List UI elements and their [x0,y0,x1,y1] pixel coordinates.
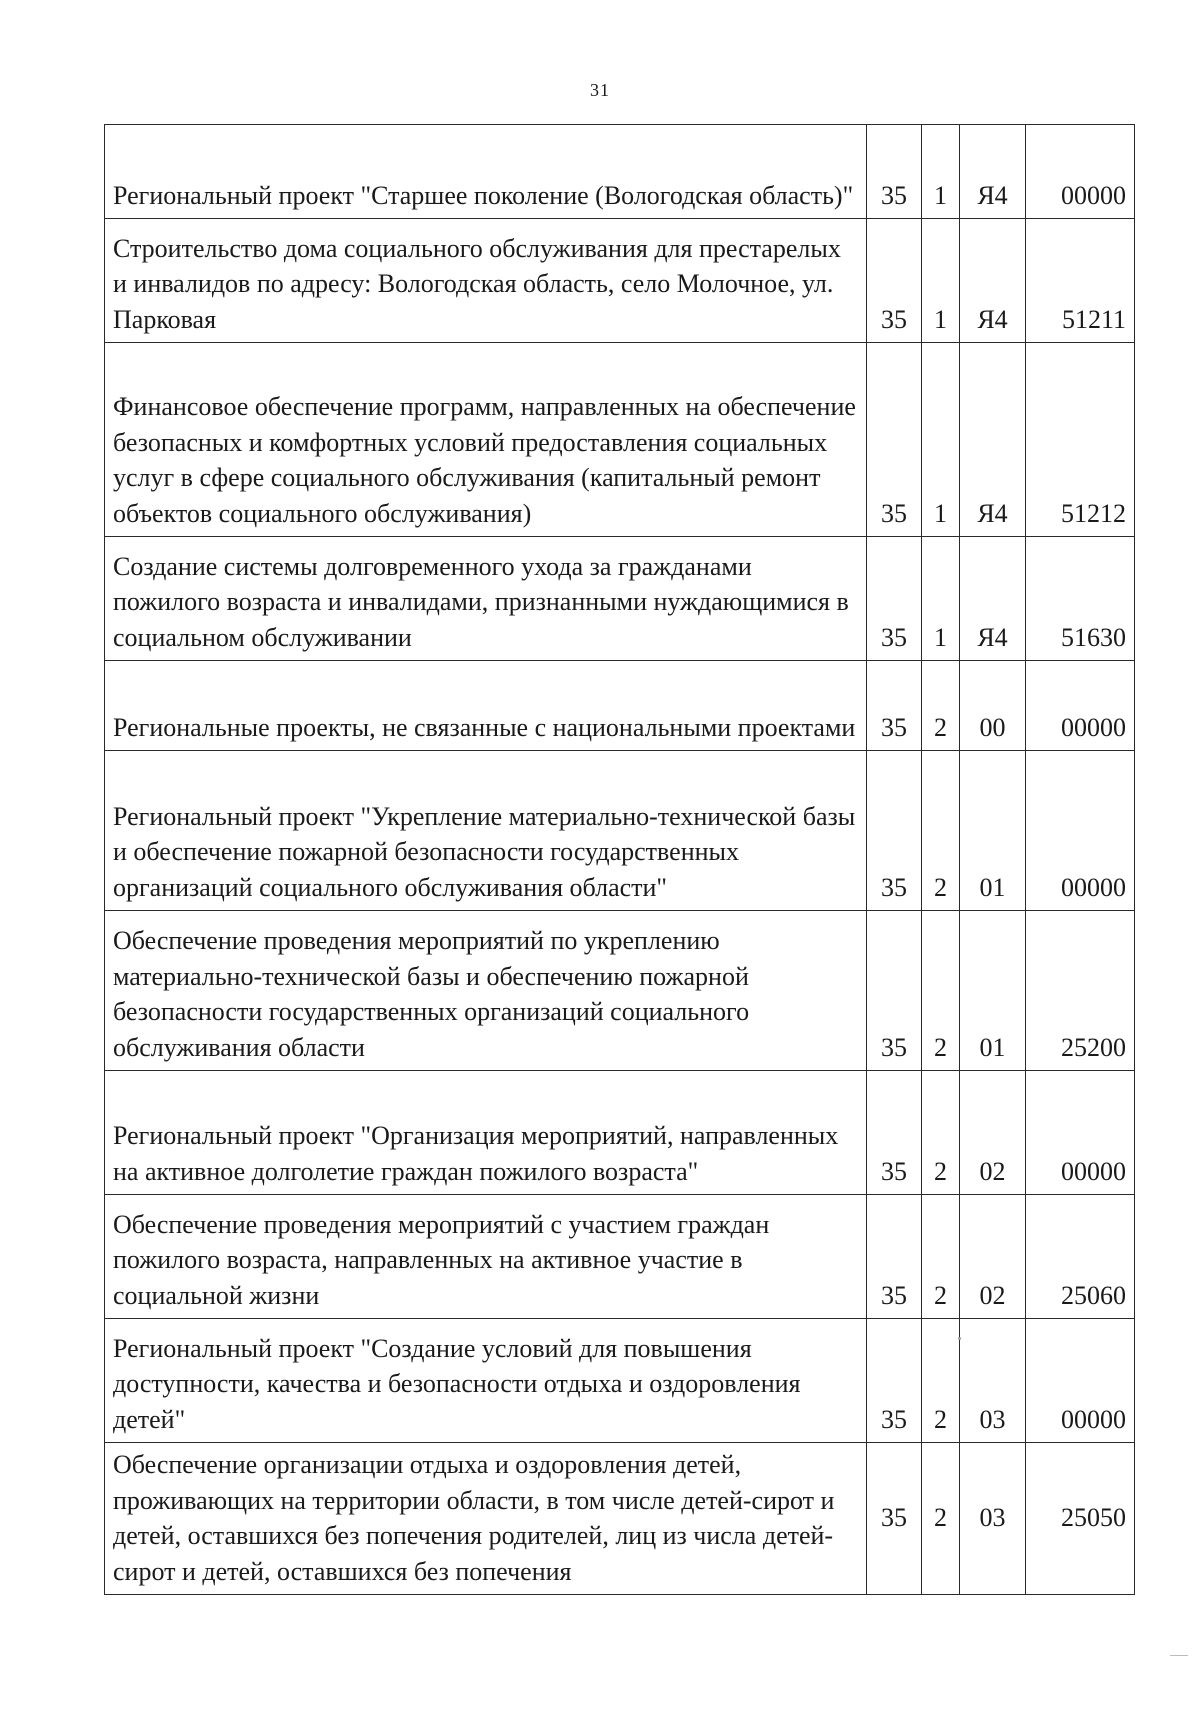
table-row [105,1071,1135,1195]
code-project-cell: Я4 [960,125,1026,219]
row-name-cell: Региональный проект "Организация мероприятий, направленных на активное долголетие граждан пожилого возраста" [105,1071,867,1195]
row-name-cell: Обеспечение организации отдыха и оздоровления детей, проживающих на территории области, в том числе детей-сирот и детей, оставшихся без попечения родителей, лиц из числа детей-сирот и детей, оставшихся без попечения [105,1443,867,1595]
row-name-cell: Обеспечение проведения мероприятий по укреплению материально-технической базы и обеспечению пожарной безопасности государственных организаций социального обслуживания области [105,911,867,1071]
code-project-cell: 02 [960,1195,1026,1319]
scan-artifact [958,1337,961,1340]
code-subprogram-cell: 2 [922,661,960,751]
code-program-cell: 35 [867,751,922,911]
code-program-cell: 35 [867,911,922,1071]
table-row [105,751,1135,911]
code-subprogram-cell: 2 [922,1195,960,1319]
code-program-cell: 35 [867,343,922,537]
table-row [105,219,1135,343]
code-direction-cell: 51212 [1026,343,1135,537]
page-number: 31 [590,80,610,100]
code-direction-cell: 00000 [1026,661,1135,751]
code-subprogram-cell: 1 [922,343,960,537]
row-name-cell: Финансовое обеспечение программ, направленных на обеспечение безопасных и комфортных условий предоставления социальных услуг в сфере социального обслуживания (капитальный ремонт объектов социального обслуживания) [105,343,867,537]
code-program-cell: 35 [867,1195,922,1319]
code-program-cell: 35 [867,661,922,751]
code-project-cell: 00 [960,661,1026,751]
code-program-cell: 35 [867,1443,922,1595]
code-subprogram-cell: 2 [922,1443,960,1595]
code-direction-cell: 00000 [1026,1319,1135,1443]
table-row [105,1443,1135,1595]
code-program-cell: 35 [867,1071,922,1195]
row-name-cell: Обеспечение проведения мероприятий с участием граждан пожилого возраста, направленных на активное участие в социальной жизни [105,1195,867,1319]
row-name-cell: Региональный проект "Создание условий для повышения доступности, качества и безопасности отдыха и оздоровления детей" [105,1319,867,1443]
code-direction-cell: 51630 [1026,537,1135,661]
code-subprogram-cell: 2 [922,911,960,1071]
code-subprogram-cell: 2 [922,1071,960,1195]
row-name-cell: Создание системы долговременного ухода за гражданами пожилого возраста и инвалидами, признанными нуждающимися в социальном обслуживании [105,537,867,661]
code-program-cell: 35 [867,1319,922,1443]
table-row [105,1195,1135,1319]
table-row [105,661,1135,751]
code-direction-cell: 00000 [1026,125,1135,219]
code-subprogram-cell: 1 [922,125,960,219]
code-project-cell: 02 [960,1071,1026,1195]
code-project-cell: 01 [960,911,1026,1071]
code-project-cell: 01 [960,751,1026,911]
row-name-cell: Региональный проект "Старшее поколение (Вологодская область)" [105,125,867,219]
code-project-cell: Я4 [960,537,1026,661]
code-program-cell: 35 [867,537,922,661]
code-direction-cell: 00000 [1026,1071,1135,1195]
table-row [105,343,1135,537]
code-project-cell: Я4 [960,219,1026,343]
scan-artifact [1170,1655,1188,1656]
code-program-cell: 35 [867,219,922,343]
table-row [105,911,1135,1071]
table-row [105,125,1135,219]
code-direction-cell: 51211 [1026,219,1135,343]
code-direction-cell: 25200 [1026,911,1135,1071]
code-subprogram-cell: 2 [922,1319,960,1443]
code-project-cell: 03 [960,1443,1026,1595]
code-project-cell: 03 [960,1319,1026,1443]
code-subprogram-cell: 2 [922,751,960,911]
code-project-cell: Я4 [960,343,1026,537]
code-direction-cell: 25060 [1026,1195,1135,1319]
row-name-cell: Региональные проекты, не связанные с национальными проектами [105,661,867,751]
table-body [105,125,1135,1595]
row-name-cell: Региональный проект "Укрепление материально-технической базы и обеспечение пожарной безопасности государственных организаций социального обслуживания области" [105,751,867,911]
row-name-cell: Строительство дома социального обслуживания для престарелых и инвалидов по адресу: Вологодская область, село Молочное, ул. Парковая [105,219,867,343]
budget-classification-table [104,124,1135,1595]
code-subprogram-cell: 1 [922,537,960,661]
code-subprogram-cell: 1 [922,219,960,343]
code-program-cell: 35 [867,125,922,219]
table-row [105,537,1135,661]
code-direction-cell: 00000 [1026,751,1135,911]
code-direction-cell: 25050 [1026,1443,1135,1595]
table-row [105,1319,1135,1443]
